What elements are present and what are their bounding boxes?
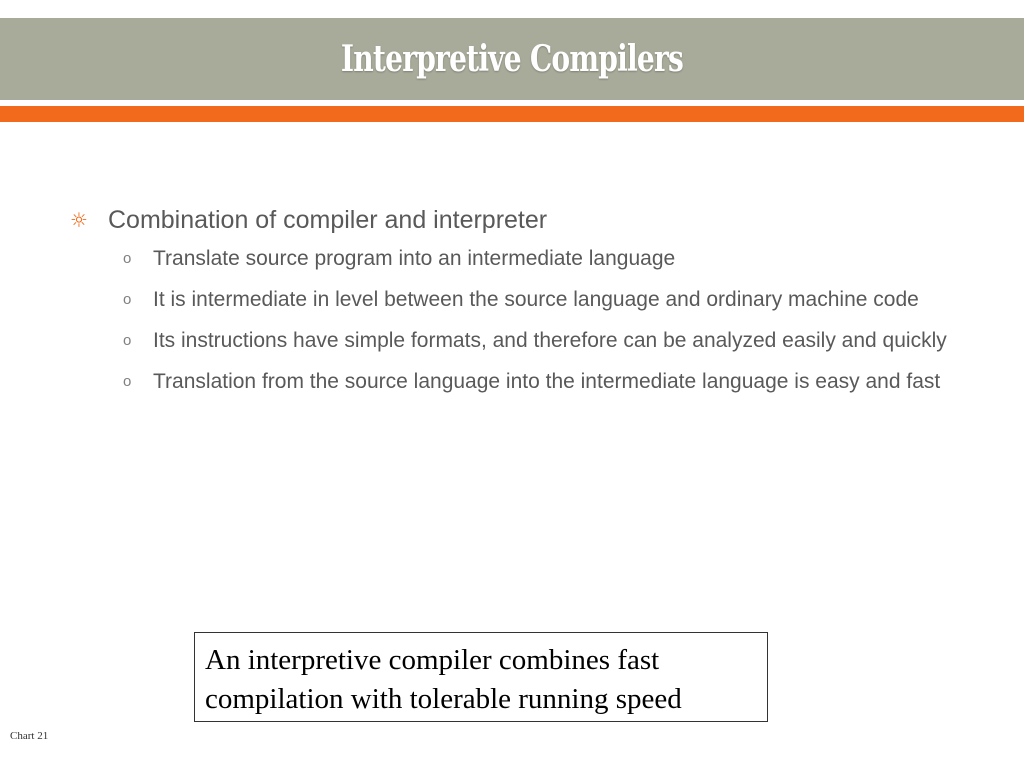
- main-bullet: [70, 198, 990, 242]
- sub-bullet-text: Translation from the source language into the intermediate language is easy and fast: [153, 370, 941, 393]
- ornament-bullet-icon: ☼: [70, 208, 88, 232]
- circle-bullet-icon: o: [123, 250, 132, 267]
- sub-bullet-text: Its instructions have simple formats, and therefore can be analyzed easily and quickly: [153, 329, 947, 352]
- sub-bullet: [123, 283, 983, 317]
- circle-bullet-icon: o: [123, 332, 132, 349]
- title-bar: [0, 18, 1024, 100]
- sub-bullet-list: [70, 242, 990, 399]
- circle-bullet-icon: o: [123, 291, 132, 308]
- accent-strip: [0, 106, 1024, 122]
- sub-bullet: [123, 324, 983, 358]
- slide-content: [70, 198, 990, 406]
- sub-bullet: [123, 365, 983, 399]
- callout-box: An interpretive compiler combines fast compilation with tolerable running speed: [194, 632, 768, 722]
- sub-bullet-text: It is intermediate in level between the source language and ordinary machine code: [153, 288, 919, 311]
- sub-bullet-text: Translate source program into an intermediate language: [153, 247, 676, 270]
- main-bullet-text: Combination of compiler and interpreter: [108, 206, 548, 234]
- circle-bullet-icon: o: [123, 373, 132, 390]
- sub-bullet: [123, 242, 983, 276]
- slide-title: Interpretive Compilers: [340, 38, 684, 80]
- slide-footer: Chart 21: [10, 730, 49, 742]
